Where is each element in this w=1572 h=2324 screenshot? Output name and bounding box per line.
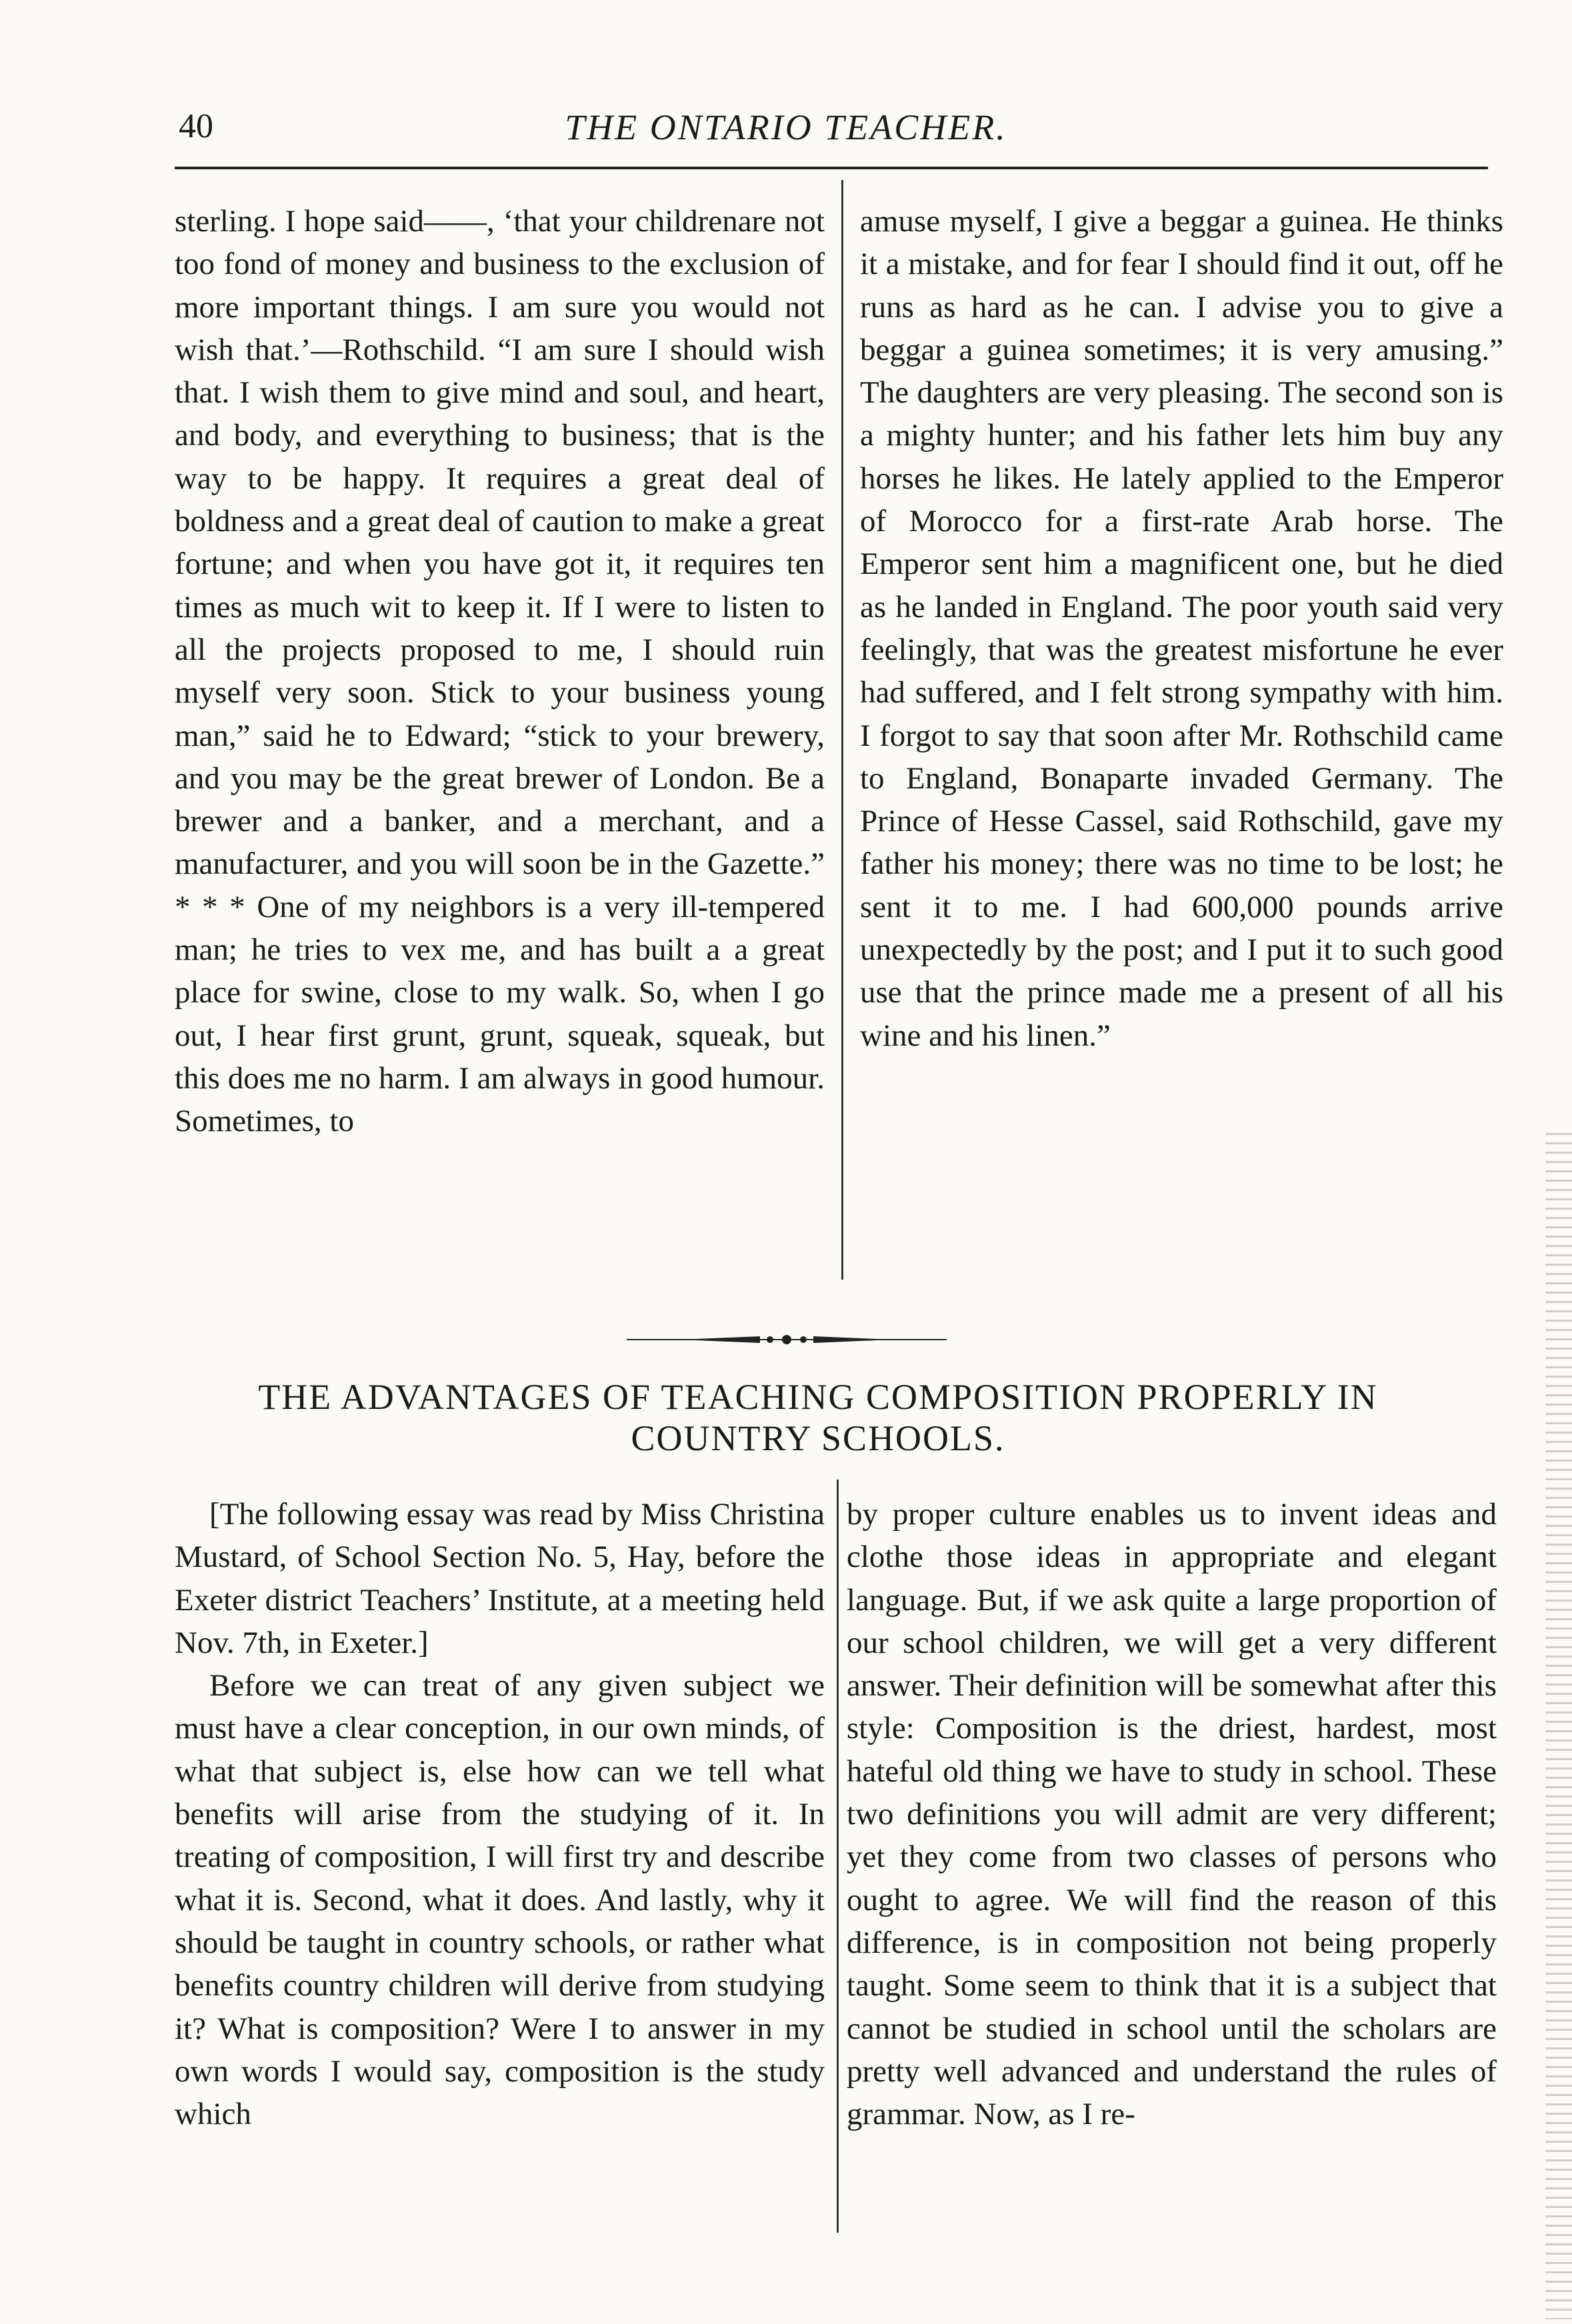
column-divider-top bbox=[841, 180, 843, 1280]
header-rule bbox=[175, 167, 1488, 169]
scan-edge-artifact bbox=[1545, 1133, 1572, 2319]
article1-column-right bbox=[860, 200, 1503, 1057]
article2-column-left bbox=[175, 1493, 825, 2135]
article1-column-left bbox=[175, 200, 825, 1143]
article1-col2-text: amuse myself, I give a beggar a guinea. He thinks it a mistake, and for fear I should find it out, off he runs as hard as he can. I advise you to give a beggar a guinea sometimes; it is very amusing.” The daughters are very pleasing. The second son is a mighty hunter; and his father lets him buy any horses he likes. He lately applied to the Emperor of Morocco for a first-rate Arab horse. The Emperor sent him a magnificent one, but he died as he landed in England. The poor youth said very feelingly, that was the greatest misfortune he ever had suffered, and I felt strong sympathy with him. I forgot to say that soon after Mr. Rothschild came to England, Bonaparte invaded Germany. The Prince of Hesse Cassel, said Rothschild, gave my father his money; there was no time to be lost; he sent it to me. I had 600,000 pounds arrive unexpectedly by the post; and I put it to such good use that the prince made me a present of all his wine and his linen.” bbox=[860, 204, 1503, 1053]
article2-col2-text: by proper culture enables us to invent ideas and clothe those ideas in appropriate and elegant language. But, if we ask quite a large proportion of our school children, we will get a very different answer. Their definition will be somewhat after this style: Composition is the driest, hardest, most hateful old thing we have to study in school. These two definitions you will admit are very different; yet they come from two classes of persons who ought to agree. We will find the reason of this difference, is in composition not being properly taught. Some seem to think that it is a subject that cannot be studied in school until the scholars are pretty well advanced and understand the rules of grammar. Now, as I re- bbox=[847, 1497, 1497, 2132]
running-title: THE ONTARIO TEACHER. bbox=[565, 107, 1007, 147]
column-divider-bottom bbox=[837, 1480, 839, 2233]
article2-title bbox=[175, 1376, 1461, 1459]
section-ornament bbox=[627, 1333, 947, 1346]
article2-intro: [The following essay was read by Miss Christina Mustard, of School Section No. 5, Hay, before the Exeter district Teachers’ Institute, at a meeting held Nov. 7th, in Exeter.] bbox=[175, 1497, 825, 1660]
article2-title-line1: THE ADVANTAGES OF TEACHING COMPOSITION PROPERLY IN bbox=[258, 1377, 1378, 1417]
article2-col1-paragraph: Before we can treat of any given subject we must have a clear conception, in our own minds, of what that subject is, else how can we tell what benefits will arise from the studying of it. In treating of composition, I will first try and describe what it is. Second, what it does. And lastly, why it should be taught in country schools, or rather what benefits country children will derive from studying it? What is composition? Were I to answer in my own words I would say, composition is the study which bbox=[175, 1668, 825, 2132]
article2-column-right bbox=[847, 1493, 1497, 2135]
article1-col1-text: sterling. I hope said——, ‘that your childrenare not too fond of money and business to the exclusion of more important things. I am sure you would not wish that.’—Rothschild. “I am sure I should wish that. I wish them to give mind and soul, and heart, and body, and everything to business; that is the way to be happy. It requires a great deal of boldness and a great deal of caution to make a great fortune; and when you have got it, it requires ten times as much wit to keep it. If I were to listen to all the projects proposed to me, I should ruin myself very soon. Stick to your business young man,” said he to Edward; “stick to your brewery, and you may be the great brewer of London. Be a brewer and a banker, and a merchant, and a manufacturer, and you will soon be in the Gazette.” * * * One of my neighbors is a very ill-tempered man; he tries to vex me, and has built a a great place for swine, close to my walk. So, when I go out, I hear first grunt, grunt, squeak, squeak, but this does me no harm. I am always in good humour. Sometimes, to bbox=[175, 204, 825, 1139]
article2-title-line2: COUNTRY SCHOOLS. bbox=[631, 1418, 1005, 1458]
page-number: 40 bbox=[179, 107, 213, 145]
